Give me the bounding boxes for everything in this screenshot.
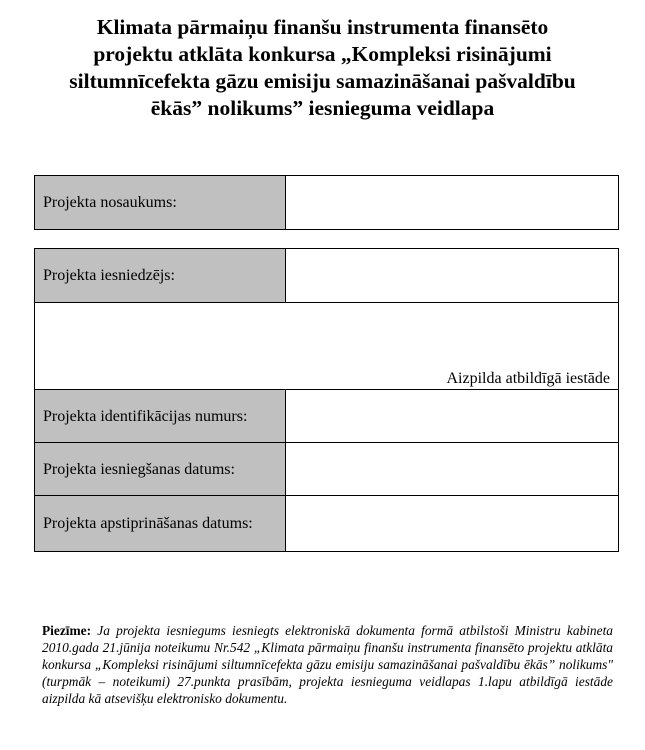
submission-date-label: Projekta iesniegšanas datums: xyxy=(35,443,286,496)
applicant-field[interactable] xyxy=(286,249,619,303)
institution-note-text: Aizpilda atbildīgā iestāde xyxy=(446,370,610,387)
project-name-table xyxy=(34,175,619,230)
project-id-label: Projekta identifikācijas numurs: xyxy=(35,390,286,443)
project-details-table xyxy=(34,248,619,552)
approval-date-label: Projekta apstiprināšanas datums: xyxy=(35,496,286,552)
project-name-label: Projekta nosaukums: xyxy=(35,176,286,230)
title-line: Klimata pārmaiņu finanšu instrumenta finansēto xyxy=(96,15,549,39)
footnote-text: Ja projekta iesniegums iesniegts elektroniskā dokumenta formā atbilstoši Ministru kabineta 2010.gada 21.jūnija noteikumu Nr.542 „Klimata pārmaiņu finanšu instrumenta finansēto projektu atklāta konkursa „Kompleksi risinājumi siltumnīcefekta gāzu emisiju samazināšanai pašvaldību ēkās” nolikums" (turpmāk – noteikumi) 27.punkta prasībām, projekta iesnieguma veidlapas 1.lapu atbildīgā iestāde aizpilda kā atsevišķu elektronisko dokumentu. xyxy=(42,623,613,706)
title-line: projektu atklāta konkursa „Kompleksi risinājumi xyxy=(93,42,552,66)
approval-date-field[interactable] xyxy=(286,496,619,552)
document-title xyxy=(30,14,615,122)
applicant-label: Projekta iesniedzējs: xyxy=(35,249,286,303)
footnote-label: Piezīme: xyxy=(42,623,92,638)
project-name-field[interactable] xyxy=(286,176,619,230)
footnote xyxy=(42,622,613,707)
title-line: siltumnīcefekta gāzu emisiju samazināšanai pašvaldību xyxy=(69,69,576,93)
submission-date-field[interactable] xyxy=(286,443,619,496)
institution-note xyxy=(35,303,619,390)
project-id-field[interactable] xyxy=(286,390,619,443)
title-line: ēkās” nolikums” iesnieguma veidlapa xyxy=(150,96,495,120)
